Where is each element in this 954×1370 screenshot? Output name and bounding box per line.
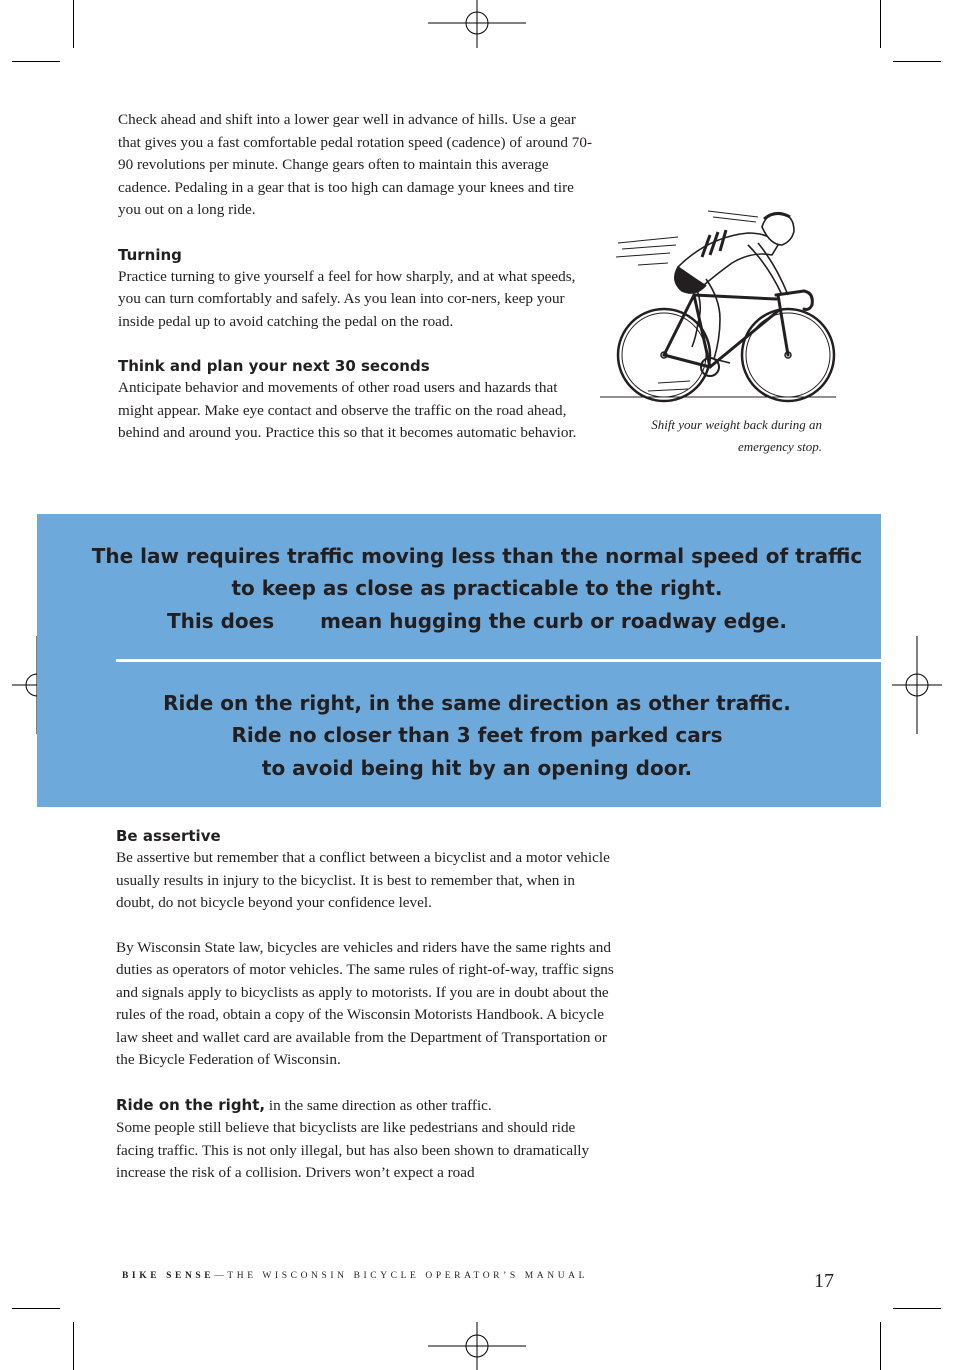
registration-mark-bottom [428, 1322, 526, 1370]
caption-line-2: emergency stop. [738, 439, 822, 454]
ride-right-lead: Ride on the right, [116, 1095, 266, 1114]
cyclist-illustration [598, 205, 838, 405]
turning-heading: Turning [118, 245, 182, 264]
running-footer [122, 1271, 588, 1281]
callout-line-3-start: This does [167, 609, 275, 633]
top-text-column [118, 109, 596, 445]
registration-mark-top [428, 0, 526, 48]
callout-line-1: The law requires traffic moving less than the normal speed of traffic [91, 544, 863, 568]
figure-caption [600, 414, 822, 458]
footer-title: —THE WISCONSIN BICYCLE OPERATOR’S MANUAL [214, 1271, 589, 1281]
assertive-paragraph-1: Be assertive but remember that a conflict between a bicyclist and a motor vehicle usually results in injury to the bicyclist. It is best to remember that, when in doubt, do not bicycle beyond your confidence level. [116, 849, 610, 911]
ride-right-lead-rest: in the same direction as other traffic. [265, 1096, 492, 1114]
registration-mark-right [892, 636, 942, 734]
page-number: 17 [814, 1270, 834, 1292]
plan-heading: Think and plan your next 30 seconds [118, 357, 430, 375]
assertive-paragraph-2: By Wisconsin State law, bicycles are vehicles and riders have the same rights and duties as operators of motor vehicles. The same rules of right-of-way, traffic signs and signals apply to bicyclists as apply to motorists. If you are in doubt about the rules of the road, obtain a copy of the Wisconsin Motorists Handbook. A bicycle law sheet and wallet card are available from the Department of Transportation or the Bicycle Federation of Wisconsin. [116, 938, 614, 1068]
callout-line-3-end: mean hugging the curb or roadway edge. [320, 609, 787, 633]
callout-line-2: to keep as close as practicable to the right. [231, 576, 723, 600]
turning-paragraph: Practice turning to give yourself a feel for how sharply, and at what speeds, you can turn comfortably and safely. As you lean into cor-ners, keep your inside pedal up to avoid catching the pedal on the road. [118, 267, 576, 330]
callout-line-6: to avoid being hit by an opening door. [261, 756, 693, 780]
caption-line-1: Shift your weight back during an [651, 417, 822, 432]
bottom-text-column [116, 825, 616, 1185]
ride-right-paragraph: Some people still believe that bicyclists are like pedestrians and should ride facing traffic. This is not only illegal, but has also been shown to dramatically increase the risk of a collision. Drivers won’t expect a road [116, 1119, 590, 1181]
intro-paragraph: Check ahead and shift into a lower gear well in advance of hills. Use a gear that gives you a fast comfortable pedal rotation speed (cadence) of around 70-90 revolutions per minute. Change gears often to maintain this average cadence. Pedaling in a gear that is too high can damage your knees and tire you out on a long ride. [118, 111, 593, 218]
callout-line-3 [37, 609, 917, 633]
plan-paragraph: Anticipate behavior and movements of other road users and hazards that might appear. Make eye contact and observe the traffic on the road ahead, behind and around you. Practice this so that it becomes automatic behavior. [118, 379, 577, 441]
callout-line-4: Ride on the right, in the same direction as other traffic. [163, 691, 791, 715]
callout-divider [116, 659, 881, 662]
footer-brand: BIKE SENSE [122, 1271, 215, 1281]
assertive-heading: Be assertive [116, 827, 221, 845]
callout-line-5: Ride no closer than 3 feet from parked cars [231, 723, 723, 747]
ride-right-intro [116, 1094, 616, 1118]
